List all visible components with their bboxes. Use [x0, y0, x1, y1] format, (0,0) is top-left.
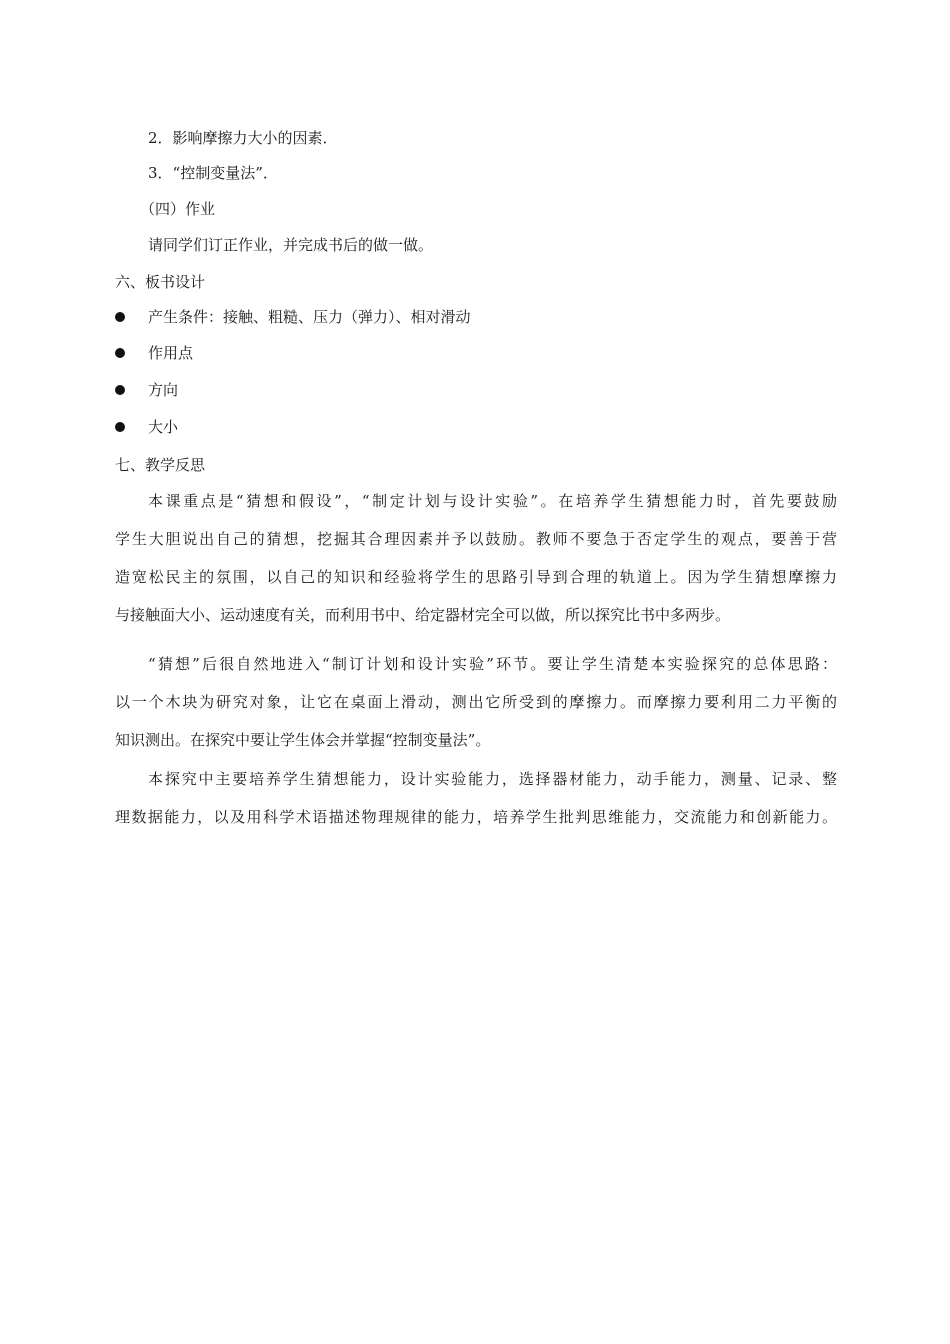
reflection-p1-line1: 本课重点是“猜想和假设”，“制定计划与设计实验”。在培养学生猜想能力时，首先要鼓励: [148, 492, 837, 510]
bullet-text: 产生条件：接触、粗糙、压力（弹力）、相对滑动: [148, 308, 471, 326]
section-6-heading: 六、板书设计: [115, 273, 206, 291]
bullet-dot-icon: [115, 385, 125, 395]
summary-item-3: 3．“控制变量法”．: [148, 164, 278, 182]
reflection-p2-line2: 以一个木块为研究对象，让它在桌面上滑动，测出它所受到的摩擦力。而摩擦力要利用二力平衡的: [115, 693, 837, 711]
reflection-p2-line3: 知识测出。在探究中要让学生体会并掌握“控制变量法”。: [115, 731, 491, 749]
reflection-p2-line1: “猜想”后很自然地进入“制订计划和设计实验”环节。要让学生清楚本实验探究的总体思路：: [148, 655, 837, 673]
bullet-dot-icon: [115, 422, 125, 432]
bullet-text: 大小: [148, 418, 179, 436]
bullet-dot-icon: [115, 312, 125, 322]
reflection-p3-line2: 理数据能力，以及用科学术语描述物理规律的能力，培养学生批判思维能力，交流能力和创新能力。: [115, 808, 837, 826]
reflection-p1-line4: 与接触面大小、运动速度有关，而利用书中、给定器材完全可以做，所以探究比书中多两步。: [115, 606, 731, 624]
reflection-p1-line2: 学生大胆说出自己的猜想，挖掘其合理因素并予以鼓励。教师不要急于否定学生的观点，要善于营: [115, 530, 837, 548]
reflection-p1-line3: 造宽松民主的氛围，以自己的知识和经验将学生的思路引导到合理的轨道上。因为学生猜想摩擦力: [115, 568, 837, 586]
bullet-dot-icon: [115, 348, 125, 358]
section-7-heading: 七、教学反思: [115, 456, 206, 474]
summary-item-2: 2．影响摩擦力大小的因素．: [148, 129, 338, 147]
homework-heading: （四）作业: [140, 200, 216, 218]
homework-text: 请同学们订正作业，并完成书后的做一做。: [148, 236, 434, 254]
bullet-text: 方向: [148, 381, 179, 399]
bullet-text: 作用点: [148, 344, 194, 362]
reflection-p3-line1: 本探究中主要培养学生猜想能力，设计实验能力，选择器材能力，动手能力，测量、记录、整: [148, 770, 837, 788]
